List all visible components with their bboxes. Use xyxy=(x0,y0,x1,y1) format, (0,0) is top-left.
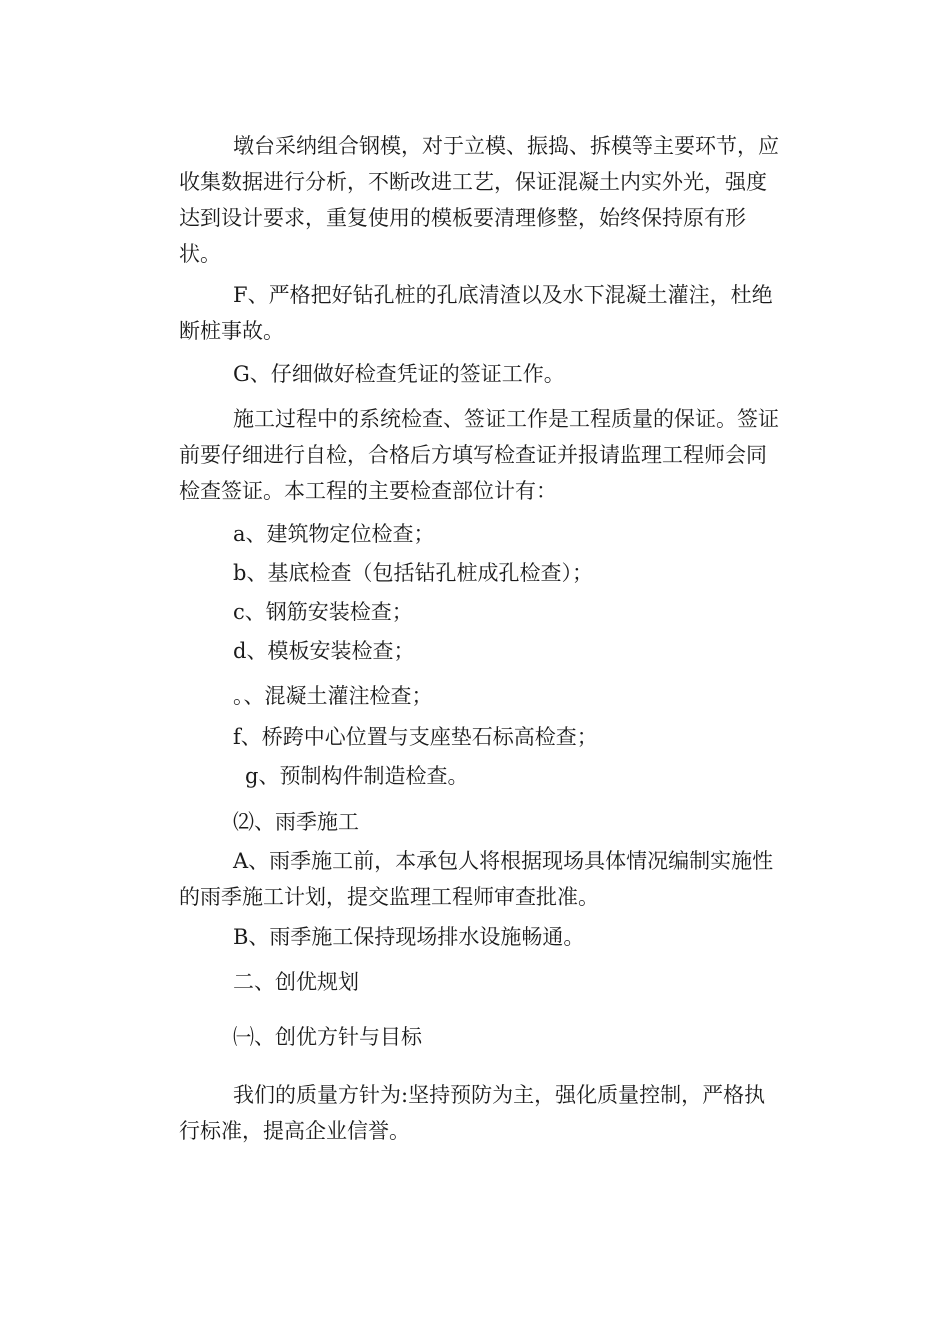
paragraph-item-a xyxy=(179,843,824,915)
text-line: c、钢筋安装检查； xyxy=(233,600,413,624)
text-line: A、雨季施工前，本承包人将根据现场具体情况编制实施性 xyxy=(233,849,774,873)
text-line: 的雨季施工计划，提交监理工程师审查批准。 xyxy=(179,885,599,909)
text-line: 断桩事故。 xyxy=(179,319,284,343)
paragraph-item-g xyxy=(179,356,824,392)
paragraph-inspection xyxy=(179,401,824,509)
text-line: 检查签证。本工程的主要检查部位计有： xyxy=(179,479,557,503)
text-line: 前要仔细进行自检，合格后方填写检查证并报请监理工程师会同 xyxy=(179,443,767,467)
paragraph-item-b xyxy=(179,919,824,955)
text-line: 达到设计要求，重复使用的模板要清理修整，始终保持原有形 xyxy=(179,206,746,230)
text-line: 。、混凝土灌注检查； xyxy=(233,684,433,708)
heading-section-2 xyxy=(179,964,824,1000)
text-line: g、预制构件制造检查。 xyxy=(245,764,469,788)
text-line: 墩台采纳组合钢模，对于立模、振捣、拆模等主要环节，应 xyxy=(233,134,779,158)
text-line: 状。 xyxy=(179,242,221,266)
text-line: b、基底检查（包括钻孔桩成孔检查）； xyxy=(233,561,593,585)
list-item-a xyxy=(179,516,824,552)
list-item-b xyxy=(179,555,824,591)
paragraph-item-f xyxy=(179,277,824,349)
paragraph-quality-policy xyxy=(179,1077,824,1149)
text-line: ⑵、雨季施工 xyxy=(233,810,359,834)
text-line: 收集数据进行分析，不断改进工艺，保证混凝土内实外光，强度 xyxy=(179,170,767,194)
text-line: 我们的质量方针为:坚持预防为主，强化质量控制，严格执 xyxy=(233,1083,766,1107)
text-line: ㈠、创优方针与目标 xyxy=(233,1025,422,1049)
list-item-f xyxy=(179,719,824,755)
text-line: G、仔细做好检查凭证的签证工作。 xyxy=(233,362,565,386)
text-line: 二、创优规划 xyxy=(233,970,359,994)
text-line: a、建筑物定位检查； xyxy=(233,522,435,546)
heading-rainy-season xyxy=(179,804,824,840)
heading-subsection-1 xyxy=(179,1019,824,1055)
list-item-c xyxy=(179,594,824,630)
text-line: B、雨季施工保持现场排水设施畅通。 xyxy=(233,925,585,949)
text-line: 行标准，提高企业信誉。 xyxy=(179,1119,410,1143)
list-item-d xyxy=(179,633,824,669)
text-line: f、桥跨中心位置与支座垫石标高检查； xyxy=(233,725,598,749)
list-item-g xyxy=(179,758,824,794)
paragraph-formwork xyxy=(179,128,824,272)
list-item-e xyxy=(179,678,824,714)
text-line: d、模板安装检查； xyxy=(233,639,415,663)
text-line: F、严格把好钻孔桩的孔底清渣以及水下混凝土灌注，杜绝 xyxy=(233,283,773,307)
text-line: 施工过程中的系统检查、签证工作是工程质量的保证。签证 xyxy=(233,407,779,431)
